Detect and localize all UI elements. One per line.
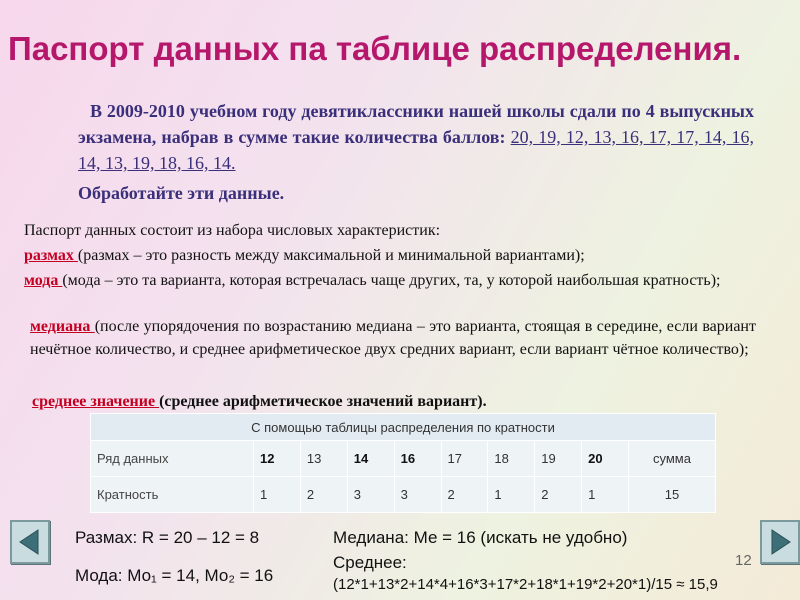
triangle-right-icon (766, 528, 794, 556)
sum-label: сумма (629, 441, 716, 477)
range-term: размах (24, 247, 78, 264)
table-cell: 12 (254, 441, 301, 477)
table-cell: 3 (347, 477, 394, 513)
row-label-data: Ряд данных (91, 441, 254, 477)
table-cell: 16 (394, 441, 441, 477)
median-term: медиана (30, 318, 95, 335)
mean-definition (32, 390, 487, 413)
problem-text: В 2009-2010 учебном году девятиклассники нашей школы сдали по 4 выпускных экзамена, набрав в сумме такие количества баллов: (78, 101, 754, 147)
table-cell: 13 (300, 441, 347, 477)
table-cell: 1 (582, 477, 629, 513)
mean-label: Среднее: (333, 553, 407, 572)
table-cell: 1 (254, 477, 301, 513)
table-cell: 2 (300, 477, 347, 513)
table-row (91, 477, 716, 513)
median-text: (после упорядочения по возрастанию медиана – это варианта, стоящая в середине, если вариант нечётное количество, и среднее арифметическое двух средних вариант, если вариант чётное количество); (30, 318, 756, 358)
task-text: Обработайте эти данные. (78, 183, 285, 203)
table-caption: С помощью таблицы распределения по кратности (91, 414, 716, 441)
table-cell: 3 (394, 477, 441, 513)
mode-result: Мода: Мо₁ = 14, Мо₂ = 16 (75, 566, 274, 585)
table-cell: 18 (488, 441, 535, 477)
mean-formula: (12*1+13*2+14*4+16*3+17*2+18*1+19*2+20*1)/15 ≈ 15,9 (333, 576, 718, 593)
sum-value: 15 (629, 477, 716, 513)
passport-intro: Паспорт данных состоит из набора числовых характеристик: (24, 222, 441, 239)
row-label-multiplicity: Кратность (91, 477, 254, 513)
mode-text: (мода – это та варианта, которая встречалась чаще других, та, у которой наибольшая кратность); (62, 272, 721, 289)
median-result: Медиана: Ме = 16 (искать не удобно) (333, 528, 628, 547)
mean-text: (среднее арифметическое значений вариант). (159, 393, 487, 410)
scores-list: 20, 19, 12, 13, 16, 17, 17, 14, 16, 14, 13, 19, 18, 16, 14. (78, 127, 755, 173)
table-cell: 20 (582, 441, 629, 477)
triangle-left-icon (16, 528, 44, 556)
table-cell: 17 (441, 441, 488, 477)
next-slide-button[interactable] (760, 520, 800, 564)
mean-term: среднее значение (32, 393, 160, 410)
prev-slide-button[interactable] (10, 520, 50, 564)
problem-statement (78, 98, 754, 176)
mode-term: мода (24, 272, 63, 289)
table-cell: 19 (535, 441, 582, 477)
table-cell: 1 (488, 477, 535, 513)
slide-title: Паспорт данных па таблице распределения. (8, 30, 742, 67)
mode-definition (24, 269, 740, 292)
range-definition (24, 244, 764, 267)
table-cell: 2 (535, 477, 582, 513)
table-cell: 2 (441, 477, 488, 513)
median-definition (30, 315, 756, 361)
table-cell: 14 (347, 441, 394, 477)
distribution-table (90, 413, 716, 513)
page-number: 12 (735, 552, 752, 569)
range-result: Размах: R = 20 – 12 = 8 (75, 528, 260, 547)
table-row (91, 441, 716, 477)
range-text: (размах – это разность между максимальной и минимальной вариантами); (77, 247, 585, 264)
